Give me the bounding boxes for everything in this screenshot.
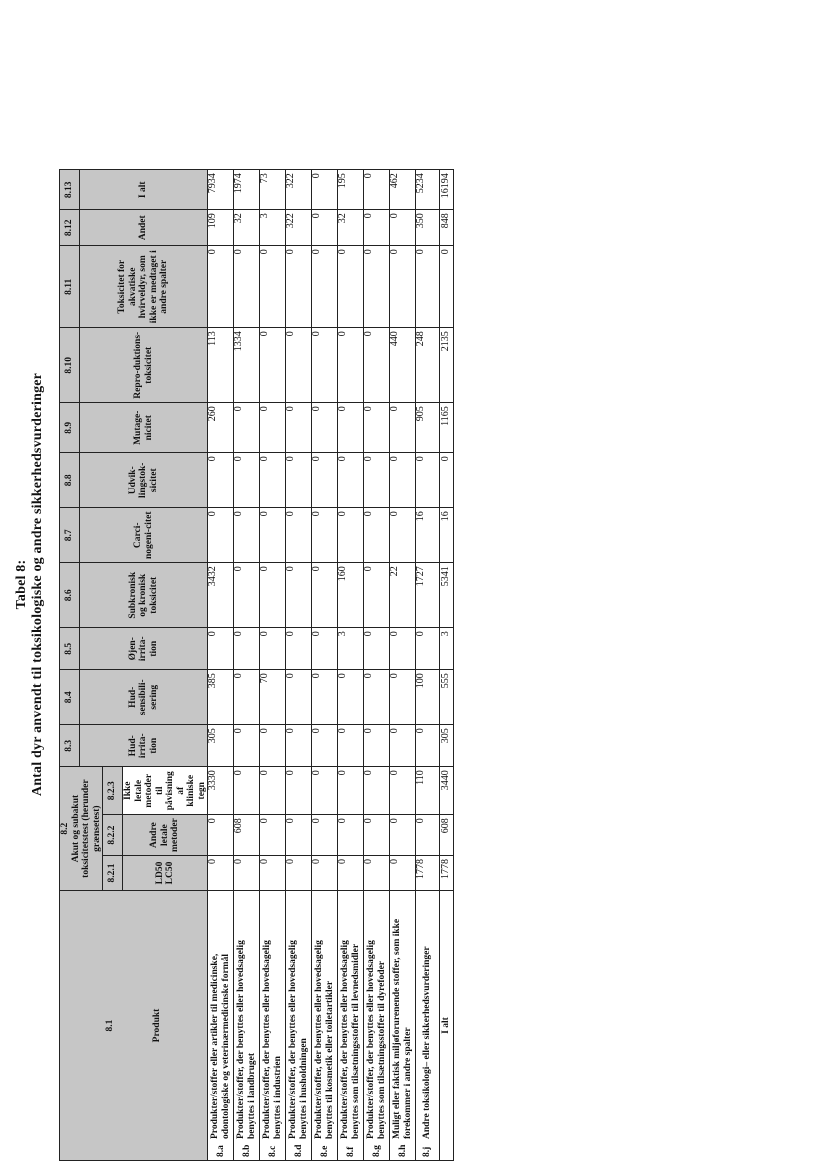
table-row xyxy=(338,170,364,1161)
total-cell: 0 xyxy=(440,246,454,328)
table-cell: 3330 xyxy=(208,767,234,815)
group-code: 8.2 xyxy=(60,822,70,835)
table-cell: 0 xyxy=(416,725,440,767)
column-label: Hud-sensibili-sering xyxy=(80,670,208,725)
row-id: 8.c xyxy=(267,1145,278,1157)
row-id: 8.h xyxy=(397,1144,408,1157)
table-cell: 0 xyxy=(208,628,234,670)
row-id: 8.j xyxy=(422,1146,433,1157)
table-cell: 0 xyxy=(312,453,338,508)
table-cell: 0 xyxy=(364,856,390,891)
table-cell: 0 xyxy=(364,210,390,246)
column-label: Toksicitet for akvatiske hvirveldyr, som ikke er medtaget i andre spalter xyxy=(80,246,208,328)
table-cell: 0 xyxy=(312,403,338,453)
row-label-cell xyxy=(390,891,416,1161)
table-cell: 0 xyxy=(338,328,364,403)
row-label: Andre toksikologi– eller sikkerhedsvurderinger xyxy=(422,946,433,1139)
table-cell: 109 xyxy=(208,210,234,246)
table-cell: 0 xyxy=(286,403,312,453)
table-subtitle: Antal dyr anvendt til toksikologiske og andre sikkerhedsvurderinger xyxy=(30,372,45,797)
total-label: I alt xyxy=(440,891,454,1161)
total-cell: 1778 xyxy=(440,856,454,891)
table-cell: 0 xyxy=(312,670,338,725)
table-row xyxy=(234,170,260,1161)
table-cell: 0 xyxy=(286,563,312,628)
table-cell: 0 xyxy=(390,725,416,767)
product-label: Produkt xyxy=(151,1008,162,1043)
column-label: Hud-irrita-tion xyxy=(80,725,208,767)
code-cell: 8.2.3 xyxy=(103,767,123,815)
table-cell: 0 xyxy=(390,403,416,453)
group-header-cell xyxy=(60,767,103,891)
table-cell: 0 xyxy=(364,246,390,328)
row-id: 8.g xyxy=(371,1145,382,1157)
table-cell: 0 xyxy=(286,453,312,508)
table-cell: 322 xyxy=(286,210,312,246)
column-label: Carci-nogeni-citet xyxy=(80,508,208,563)
table-cell: 0 xyxy=(234,628,260,670)
table-cell: 100 xyxy=(416,670,440,725)
code-cell: 8.2.2 xyxy=(103,815,123,856)
table-cell: 0 xyxy=(286,508,312,563)
column-label: Repro-duktions-toksicitet xyxy=(80,328,208,403)
column-label: I alt xyxy=(80,170,208,210)
table-cell: 0 xyxy=(390,508,416,563)
table-cell: 0 xyxy=(364,453,390,508)
table-cell: 608 xyxy=(234,815,260,856)
table-cell: 0 xyxy=(312,170,338,210)
code-cell: 8.12 xyxy=(60,210,80,246)
table-cell: 350 xyxy=(416,210,440,246)
column-label: Øjen-irrita-tion xyxy=(80,628,208,670)
row-label-cell xyxy=(286,891,312,1161)
table-cell: 0 xyxy=(286,856,312,891)
column-label: Andet xyxy=(80,210,208,246)
data-table xyxy=(59,169,454,1161)
row-label-cell xyxy=(312,891,338,1161)
table-cell: 0 xyxy=(390,210,416,246)
row-label-cell xyxy=(416,891,440,1161)
total-cell: 2135 xyxy=(440,328,454,403)
column-label: Subkronisk og kronisk toksicitet xyxy=(80,563,208,628)
table-cell: 0 xyxy=(260,508,286,563)
table-cell: 0 xyxy=(390,670,416,725)
table-cell: 0 xyxy=(260,628,286,670)
table-cell: 0 xyxy=(286,328,312,403)
table-cell: 0 xyxy=(338,856,364,891)
table-cell: 322 xyxy=(286,170,312,210)
table-cell: 0 xyxy=(364,170,390,210)
row-label: Produkter/stoffer, der benyttes eller hovedsagelig benyttes som tilsætningsstoffer til dyrefoder xyxy=(366,940,387,1139)
table-cell: 0 xyxy=(364,815,390,856)
table-cell: 0 xyxy=(390,246,416,328)
table-cell: 110 xyxy=(416,767,440,815)
row-label: Muligt eller faktisk miljøforurenende stoffer, som ikke forekommer i andre spalter xyxy=(392,918,413,1139)
row-id: 8.f xyxy=(345,1146,356,1157)
table-cell: 0 xyxy=(234,508,260,563)
product-code: 8.1 xyxy=(105,1019,115,1032)
table-cell: 0 xyxy=(338,403,364,453)
group-label: Akut og subakut toksicitetstest (herunder grænsetest) xyxy=(70,779,102,878)
table-title: Tabel 8: xyxy=(14,559,29,610)
table-cell: 0 xyxy=(234,856,260,891)
row-label: Produkter/stoffer, der benyttes eller hovedsagelig benyttes til kosmetik eller toiletartikler xyxy=(314,940,335,1139)
table-cell: 0 xyxy=(312,725,338,767)
row-id: 8.b xyxy=(241,1144,252,1157)
table-cell: 0 xyxy=(364,670,390,725)
product-header-cell xyxy=(60,891,208,1161)
code-cell: 8.7 xyxy=(60,508,80,563)
total-cell: 16194 xyxy=(440,170,454,210)
table-cell: 0 xyxy=(234,453,260,508)
table-cell: 0 xyxy=(416,815,440,856)
row-label: Produkter/stoffer, der benyttes eller hovedsagelig benyttes i landbruget xyxy=(236,940,257,1139)
table-cell: 0 xyxy=(312,210,338,246)
table-cell: 5234 xyxy=(416,170,440,210)
table-cell: 0 xyxy=(260,403,286,453)
total-cell: 305 xyxy=(440,725,454,767)
code-cell: 8.13 xyxy=(60,170,80,210)
code-cell: 8.8 xyxy=(60,453,80,508)
table-cell: 0 xyxy=(364,628,390,670)
table-cell: 160 xyxy=(338,563,364,628)
code-cell: 8.9 xyxy=(60,403,80,453)
column-label: Ikke letale metoder til påvisning af kliniske tegn xyxy=(123,767,208,815)
table-body xyxy=(208,170,454,1161)
table-cell: 0 xyxy=(312,856,338,891)
total-cell: 848 xyxy=(440,210,454,246)
table-cell: 0 xyxy=(338,670,364,725)
table-cell: 0 xyxy=(338,815,364,856)
row-label-cell xyxy=(364,891,390,1161)
table-cell: 0 xyxy=(416,453,440,508)
total-cell: 3440 xyxy=(440,767,454,815)
row-label-cell xyxy=(234,891,260,1161)
table-cell: 0 xyxy=(364,767,390,815)
table-cell: 0 xyxy=(312,628,338,670)
table-cell: 248 xyxy=(416,328,440,403)
table-cell: 0 xyxy=(234,670,260,725)
table-cell: 3 xyxy=(260,210,286,246)
code-cell: 8.2.1 xyxy=(103,856,123,891)
table-cell: 260 xyxy=(208,403,234,453)
table-cell: 0 xyxy=(234,767,260,815)
code-cell: 8.4 xyxy=(60,670,80,725)
total-cell: 608 xyxy=(440,815,454,856)
total-cell: 3 xyxy=(440,628,454,670)
table-cell: 73 xyxy=(260,170,286,210)
table-cell: 32 xyxy=(338,210,364,246)
table-row xyxy=(286,170,312,1161)
table-cell: 1778 xyxy=(416,856,440,891)
table-cell: 0 xyxy=(260,453,286,508)
table-cell: 0 xyxy=(208,856,234,891)
column-label: Udvik-lingstok-sicitet xyxy=(80,453,208,508)
table-cell: 0 xyxy=(286,815,312,856)
table-cell: 385 xyxy=(208,670,234,725)
row-label-cell xyxy=(208,891,234,1161)
table-cell: 0 xyxy=(312,767,338,815)
table-cell: 3 xyxy=(338,628,364,670)
row-label-cell xyxy=(260,891,286,1161)
code-cell: 8.6 xyxy=(60,563,80,628)
code-cell: 8.3 xyxy=(60,725,80,767)
table-cell: 0 xyxy=(286,767,312,815)
row-label: Produkter/stoffer, der benyttes eller hovedsagelig benyttes i industrien xyxy=(262,940,283,1139)
table-cell: 113 xyxy=(208,328,234,403)
table-cell: 0 xyxy=(312,328,338,403)
table-cell: 0 xyxy=(260,815,286,856)
table-cell: 0 xyxy=(416,628,440,670)
table-cell: 0 xyxy=(416,246,440,328)
table-cell: 70 xyxy=(260,670,286,725)
table-cell: 1727 xyxy=(416,563,440,628)
table-cell: 305 xyxy=(208,725,234,767)
row-label: Produkter/stoffer, der benyttes eller hovedsagelig benyttes i husholdningen xyxy=(288,940,309,1139)
table-cell: 32 xyxy=(234,210,260,246)
table-cell: 0 xyxy=(208,453,234,508)
table-cell: 0 xyxy=(286,725,312,767)
table-cell: 0 xyxy=(364,563,390,628)
row-id: 8.a xyxy=(215,1145,226,1157)
table-cell: 22 xyxy=(390,563,416,628)
table-cell: 0 xyxy=(338,246,364,328)
table-cell: 0 xyxy=(364,403,390,453)
table-cell: 0 xyxy=(338,508,364,563)
table-cell: 195 xyxy=(338,170,364,210)
row-label: Produkter/stoffer eller artikler til medicinske, odontologiske og veterinærmedicinske formål xyxy=(210,953,231,1139)
table-row xyxy=(208,170,234,1161)
table-cell: 0 xyxy=(390,815,416,856)
table-row xyxy=(416,170,440,1161)
table-row xyxy=(260,170,286,1161)
table-cell: 16 xyxy=(416,508,440,563)
table-cell: 0 xyxy=(260,563,286,628)
code-cell: 8.5 xyxy=(60,628,80,670)
table-cell: 0 xyxy=(390,628,416,670)
table-cell: 0 xyxy=(364,328,390,403)
total-cell: 555 xyxy=(440,670,454,725)
table-cell: 0 xyxy=(338,725,364,767)
table-cell: 0 xyxy=(260,725,286,767)
table-row xyxy=(364,170,390,1161)
row-label: Produkter/stoffer, der benyttes eller hovedsagelig benyttes som tilsætningsstoffer til levnedsmidler xyxy=(340,940,361,1139)
table-cell: 905 xyxy=(416,403,440,453)
row-label-cell xyxy=(338,891,364,1161)
table-cell: 0 xyxy=(234,403,260,453)
table-cell: 0 xyxy=(286,670,312,725)
total-cell: 5341 xyxy=(440,563,454,628)
table-cell: 0 xyxy=(312,246,338,328)
table-cell: 0 xyxy=(312,508,338,563)
table-cell: 0 xyxy=(260,856,286,891)
table-cell: 0 xyxy=(338,767,364,815)
code-cell: 8.10 xyxy=(60,328,80,403)
code-cell: 8.11 xyxy=(60,246,80,328)
table-row xyxy=(312,170,338,1161)
table-cell: 1334 xyxy=(234,328,260,403)
table-cell: 0 xyxy=(390,856,416,891)
table-cell: 0 xyxy=(260,767,286,815)
table-cell: 0 xyxy=(390,767,416,815)
total-cell: 1165 xyxy=(440,403,454,453)
table-cell: 7934 xyxy=(208,170,234,210)
column-label: Andre letale metoder xyxy=(123,815,208,856)
table-cell: 0 xyxy=(390,453,416,508)
table-cell: 0 xyxy=(364,508,390,563)
column-label: LD50 LC50 xyxy=(123,856,208,891)
table-cell: 0 xyxy=(260,246,286,328)
column-label: Mutage-nicitet xyxy=(80,403,208,453)
table-cell: 0 xyxy=(312,815,338,856)
table-cell: 0 xyxy=(234,563,260,628)
table-cell: 462 xyxy=(390,170,416,210)
table-cell: 0 xyxy=(260,328,286,403)
table-cell: 0 xyxy=(364,725,390,767)
table-cell: 3432 xyxy=(208,563,234,628)
table-cell: 0 xyxy=(208,815,234,856)
table-cell: 0 xyxy=(208,246,234,328)
total-cell: 16 xyxy=(440,508,454,563)
table-cell: 440 xyxy=(390,328,416,403)
table-cell: 0 xyxy=(338,453,364,508)
table-cell: 0 xyxy=(234,725,260,767)
table-cell: 0 xyxy=(286,628,312,670)
total-cell: 0 xyxy=(440,453,454,508)
table-cell: 0 xyxy=(286,246,312,328)
row-id: 8.d xyxy=(293,1144,304,1157)
table-cell: 0 xyxy=(208,508,234,563)
total-row xyxy=(440,170,454,1161)
row-id: 8.e xyxy=(319,1145,330,1157)
table-row xyxy=(390,170,416,1161)
table-cell: 0 xyxy=(312,563,338,628)
table-cell: 0 xyxy=(234,246,260,328)
table-cell: 1974 xyxy=(234,170,260,210)
